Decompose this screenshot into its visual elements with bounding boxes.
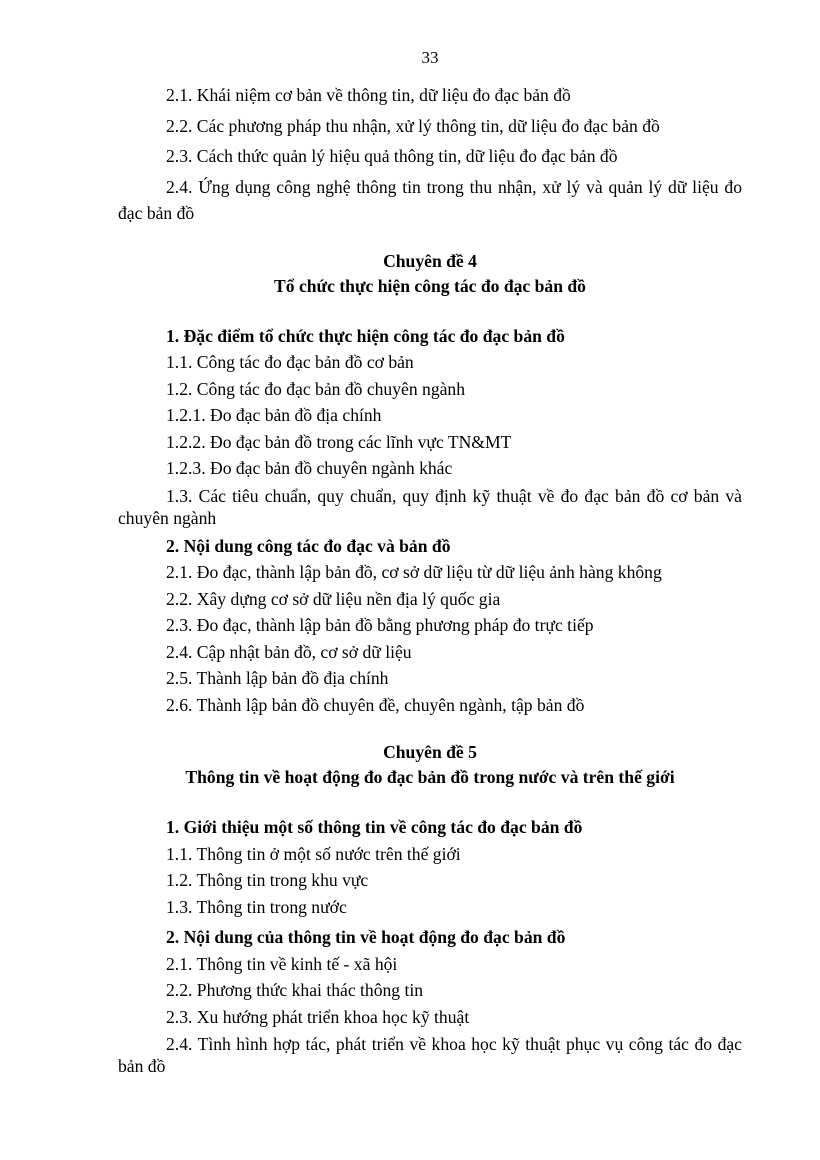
list-item: 1.1. Thông tin ở một số nước trên thế giới xyxy=(166,843,461,864)
page-number: 33 xyxy=(421,48,439,67)
topic4-section1-title: 1. Đặc điểm tổ chức thực hiện công tác đo đạc bản đồ xyxy=(166,325,565,346)
topic5-section2-title: 2. Nội dung của thông tin về hoạt động đo đạc bản đồ xyxy=(166,927,566,947)
list-item: 1.2.1. Đo đạc bản đồ địa chính xyxy=(166,405,382,425)
list-item: 2.5. Thành lập bản đồ địa chính xyxy=(166,668,389,688)
list-item: 1.1. Công tác đo đạc bản đồ cơ bản xyxy=(166,352,414,372)
list-item: 1.2.3. Đo đạc bản đồ chuyên ngành khác xyxy=(166,458,453,478)
list-item: 1.3. Thông tin trong nước xyxy=(166,896,347,917)
topic5-section1-title: 1. Giới thiệu một số thông tin về công tác đo đạc bản đồ xyxy=(166,817,583,837)
list-item: 1.2. Thông tin trong khu vực xyxy=(166,870,369,890)
topic4-heading xyxy=(118,249,742,299)
list-item: 2.1. Thông tin về kinh tế - xã hội xyxy=(166,953,398,974)
list-item: 2.3. Xu hướng phát triển khoa học kỹ thuật xyxy=(166,1006,470,1027)
list-item: 2.3. Cách thức quản lý hiệu quả thông tin, dữ liệu đo đạc bản đồ xyxy=(166,146,618,166)
list-item: 2.3. Đo đạc, thành lập bản đồ bằng phương pháp đo trực tiếp xyxy=(166,615,594,635)
topic4-section2-title: 2. Nội dung công tác đo đạc và bản đồ xyxy=(166,535,451,556)
list-item: 2.1. Khái niệm cơ bản về thông tin, dữ liệu đo đạc bản đồ xyxy=(166,85,571,105)
list-item: 1.2. Công tác đo đạc bản đồ chuyên ngành xyxy=(166,378,466,399)
topic4-title: Tổ chức thực hiện công tác đo đạc bản đồ xyxy=(274,275,586,296)
list-item: 2.2. Xây dựng cơ sở dữ liệu nền địa lý quốc gia xyxy=(166,588,501,609)
list-item: 2.4. Ứng dụng công nghệ thông tin trong thu nhận, xử lý và quản lý dữ liệu đo đạc bản đồ xyxy=(118,176,742,223)
list-item: 2.4. Cập nhật bản đồ, cơ sở dữ liệu xyxy=(166,641,412,662)
list-item: 1.2.2. Đo đạc bản đồ trong các lĩnh vực TN&MT xyxy=(166,431,512,452)
topic5-label: Chuyên đề 5 xyxy=(383,742,477,762)
topic5-heading xyxy=(118,740,742,790)
list-item: 2.6. Thành lập bản đồ chuyên đề, chuyên ngành, tập bản đồ xyxy=(166,694,585,715)
topic4-label: Chuyên đề 4 xyxy=(383,250,477,271)
list-item: 2.4. Tình hình hợp tác, phát triển về khoa học kỹ thuật phục vụ công tác đo đạc bản đồ xyxy=(118,1034,742,1076)
list-item: 2.1. Đo đạc, thành lập bản đồ, cơ sở dữ liệu từ dữ liệu ảnh hàng không xyxy=(166,562,662,582)
list-item: 2.2. Phương thức khai thác thông tin xyxy=(166,980,424,1000)
intro-items xyxy=(118,82,742,227)
list-item: 1.3. Các tiêu chuẩn, quy chuẩn, quy định kỹ thuật về đo đạc bản đồ cơ bản và chuyên ngành xyxy=(118,485,742,528)
list-item: 2.2. Các phương pháp thu nhận, xử lý thông tin, dữ liệu đo đạc bản đồ xyxy=(166,115,660,136)
topic5-title: Thông tin về hoạt động đo đạc bản đồ trong nước và trên thế giới xyxy=(185,767,675,787)
